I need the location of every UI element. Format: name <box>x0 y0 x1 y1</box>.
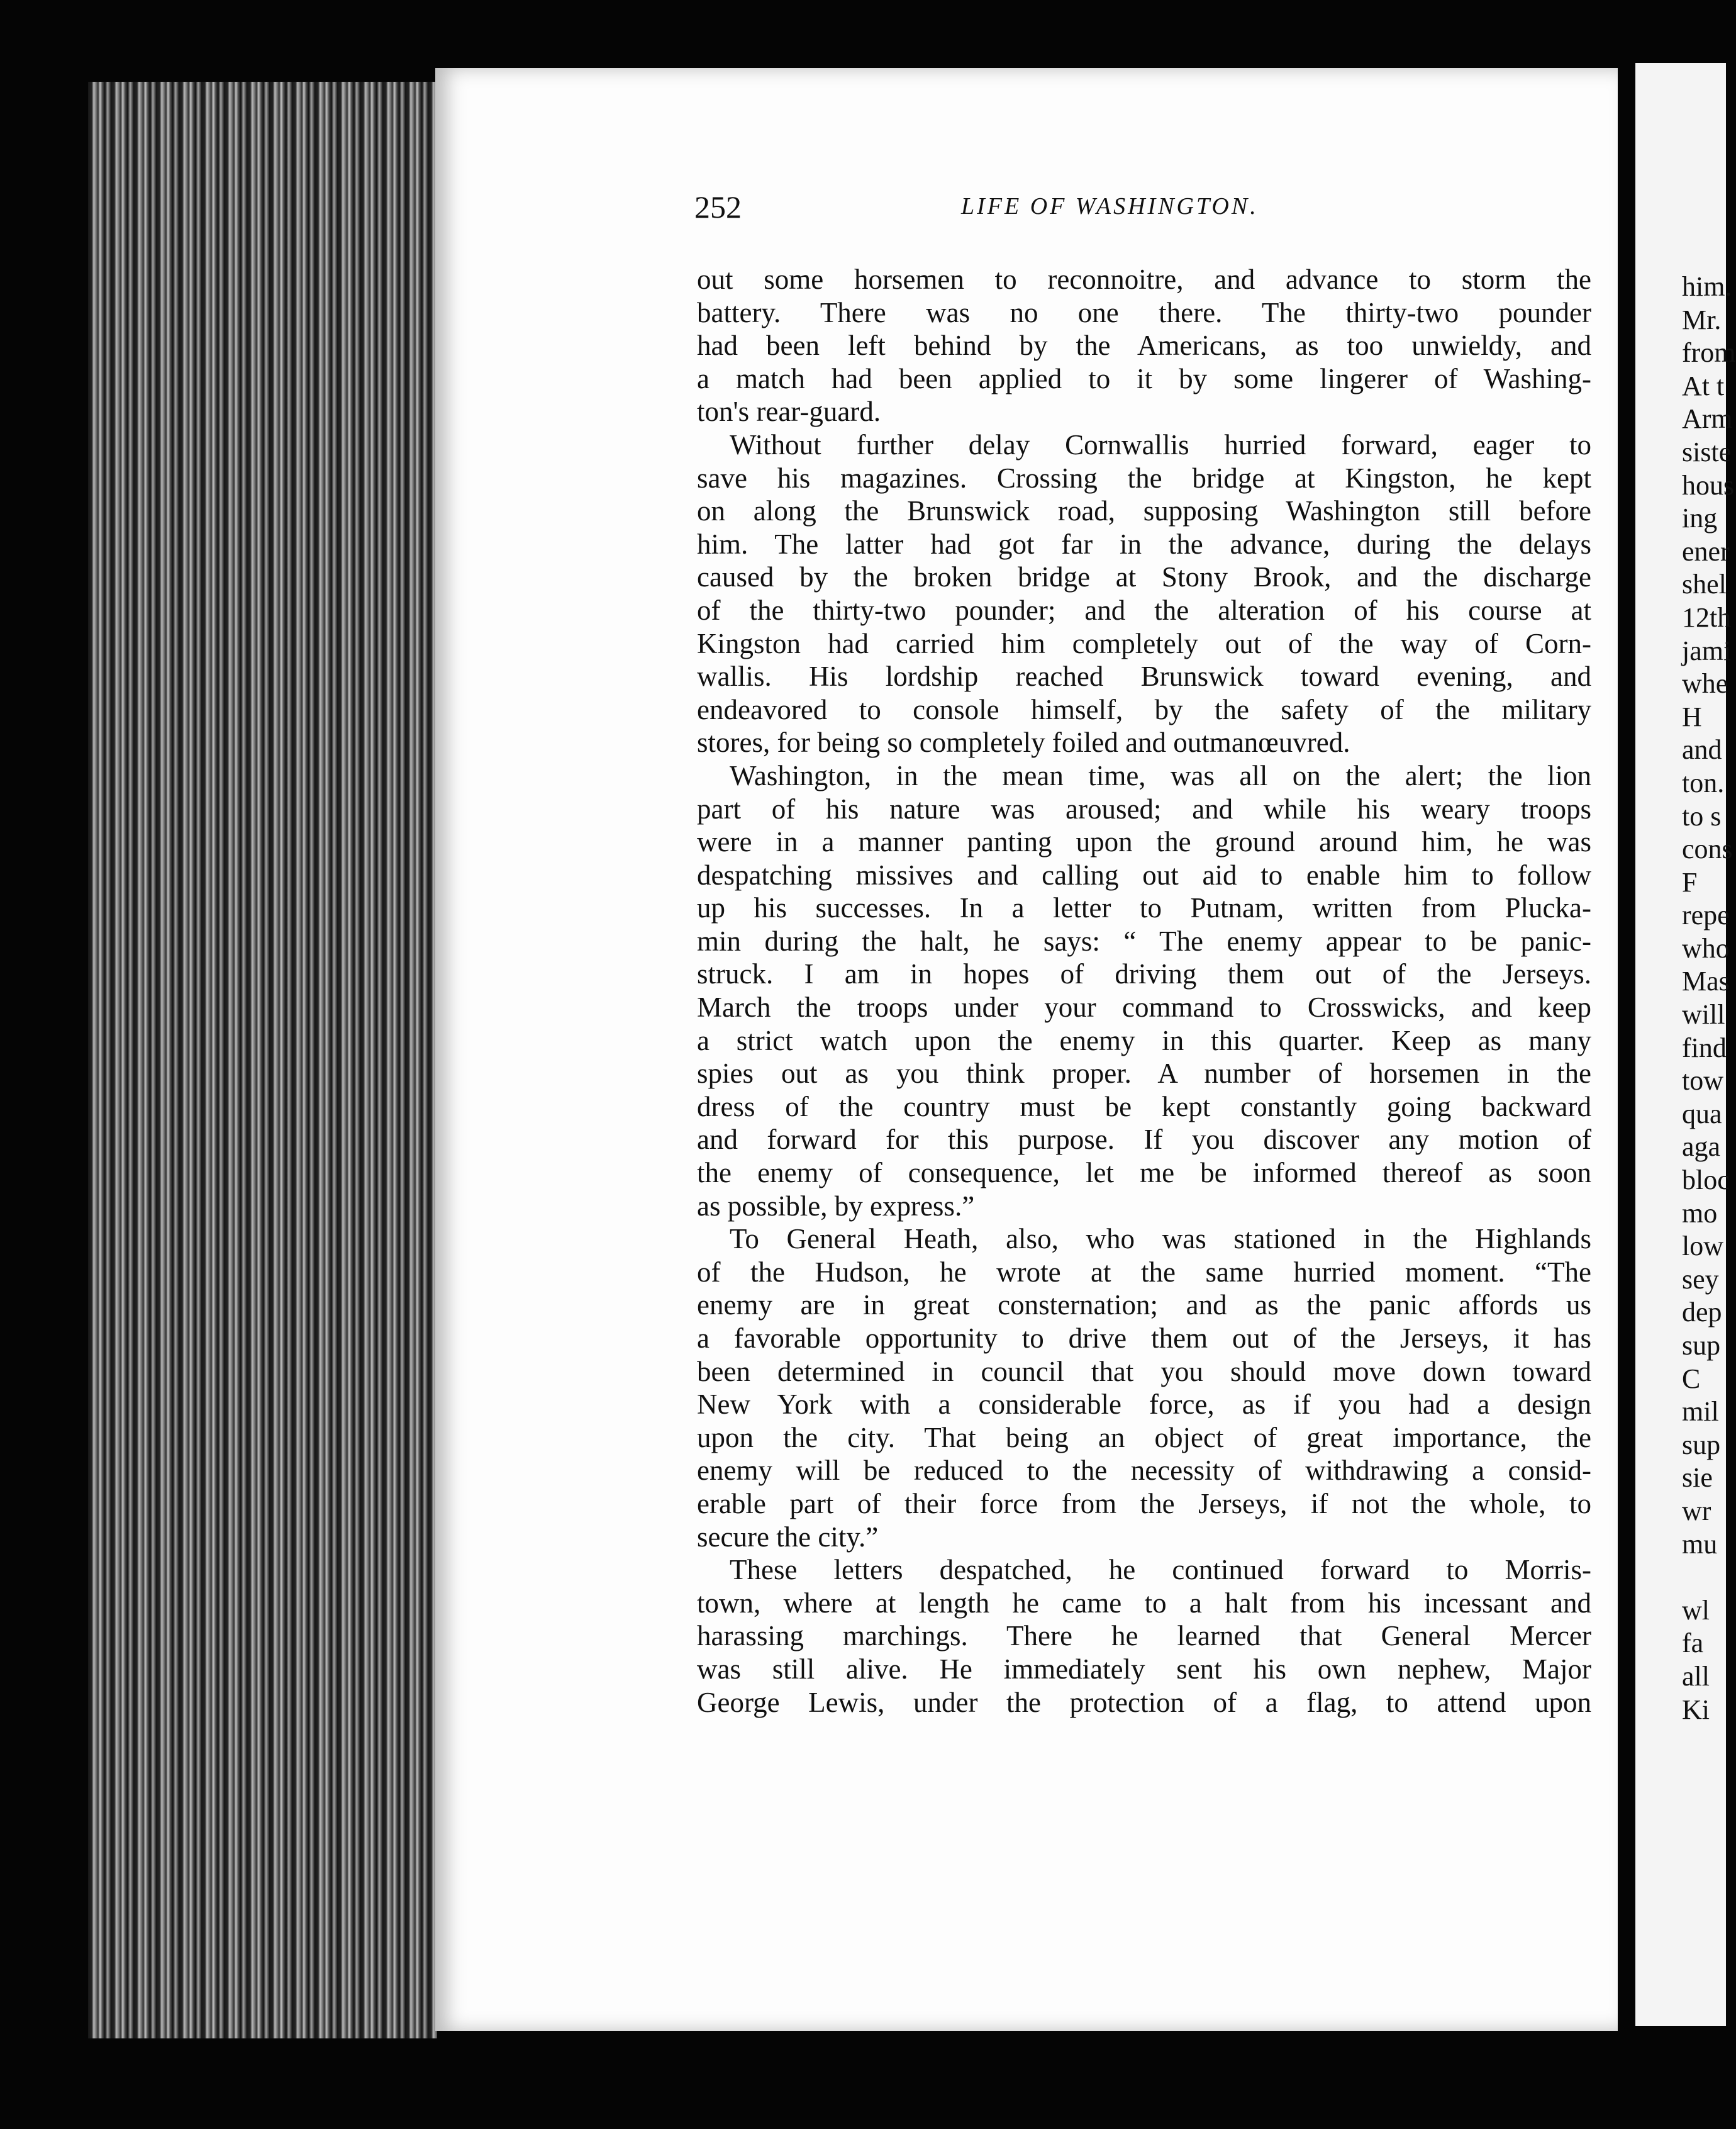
text-line: town, where at length he came to a halt from his incessant and <box>697 1587 1591 1619</box>
text-line: had been left behind by the Americans, as too unwieldy, and <box>697 330 1591 362</box>
paragraph-2 <box>697 428 1591 759</box>
text-line: were in a manner panting upon the ground around him, he was <box>697 826 1591 858</box>
text-line: him. The latter had got far in the advance, during the delays <box>697 528 1591 560</box>
text-line: of the thirty-two pounder; and the alteration of his course at <box>697 594 1591 626</box>
text-line: a strict watch upon the enemy in this quarter. Keep as many <box>697 1024 1591 1056</box>
adjacent-page <box>1635 63 1736 2026</box>
text-line: ton's rear-guard. <box>697 396 881 428</box>
text-line: was still alive. He immediately sent his own nephew, Major <box>697 1653 1591 1685</box>
text-line: dress of the country must be kept constantly going backward <box>697 1090 1591 1122</box>
book-page-edges <box>88 82 437 2038</box>
paragraph-3 <box>697 759 1591 1222</box>
text-line: spies out as you think proper. A number of horsemen in the <box>697 1058 1591 1090</box>
paragraph-5 <box>697 1553 1591 1719</box>
text-line: upon the city. That being an object of great importance, the <box>697 1421 1591 1453</box>
text-line: March the troops under your command to Crosswicks, and keep <box>697 992 1591 1024</box>
text-line: on along the Brunswick road, supposing Washington still before <box>697 495 1591 527</box>
text-line: min during the halt, he says: “ The enemy appear to be panic- <box>697 925 1591 957</box>
text-line: caused by the broken bridge at Stony Brook, and the discharge <box>697 561 1591 593</box>
text-line: despatching missives and calling out aid to enable him to follow <box>697 859 1591 891</box>
text-line: battery. There was no one there. The thirty-two pounder <box>697 296 1591 328</box>
text-line: save his magazines. Crossing the bridge at Kingston, he kept <box>697 462 1591 494</box>
text-line: struck. I am in hopes of driving them out of the Jerseys. <box>697 958 1591 990</box>
text-line: New York with a considerable force, as if you had a design <box>697 1389 1591 1421</box>
text-line: the enemy of consequence, let me be informed thereof as soon <box>697 1157 1591 1189</box>
text-line: of the Hudson, he wrote at the same hurried moment. “The <box>697 1256 1591 1288</box>
page-number: 252 <box>694 189 742 225</box>
text-line: Washington, in the mean time, was all on the alert; the lion <box>730 759 1591 791</box>
running-title: LIFE OF WASHINGTON. <box>961 193 1259 220</box>
adjacent-page-text: him. Mr. from At t Arm siste hous ing ener shel 12th jami whe H and ton. to s cons F repe who Mas will find tow qua aga bloc mo low sey dep sup C mil sup sie wr mu wl fa all Ki <box>1682 271 1736 1725</box>
text-line: enemy are in great consternation; and as the panic affords us <box>697 1289 1591 1321</box>
text-line: Without further delay Cornwallis hurried forward, eager to <box>730 428 1591 461</box>
text-line: harassing marchings. There he learned that General Mercer <box>697 1620 1591 1652</box>
text-line: wallis. His lordship reached Brunswick toward evening, and <box>697 661 1591 693</box>
text-line: endeavored to console himself, by the safety of the military <box>697 693 1591 725</box>
text-line: as possible, by express.” <box>697 1190 975 1222</box>
text-line: part of his nature was aroused; and while his weary troops <box>697 793 1591 825</box>
text-line: secure the city.” <box>697 1521 879 1553</box>
text-line: up his successes. In a letter to Putnam, written from Plucka- <box>697 892 1591 924</box>
text-line: and forward for this purpose. If you discover any motion of <box>697 1124 1591 1156</box>
text-line: a match had been applied to it by some lingerer of Washing- <box>697 362 1591 394</box>
page-body <box>697 263 1591 1719</box>
text-line: a favorable opportunity to drive them out of the Jerseys, it has <box>697 1322 1591 1354</box>
paragraph-4 <box>697 1222 1591 1553</box>
text-line: George Lewis, under the protection of a flag, to attend upon <box>697 1686 1591 1718</box>
paragraph-1 <box>697 263 1591 428</box>
text-line: stores, for being so completely foiled and outmanœuvred. <box>697 727 1350 759</box>
text-line: To General Heath, also, who was stationed in the Highlands <box>730 1223 1591 1255</box>
text-line: erable part of their force from the Jerseys, if not the whole, to <box>697 1487 1591 1519</box>
text-line: These letters despatched, he continued forward to Morris- <box>730 1554 1591 1586</box>
text-line: out some horsemen to reconnoitre, and advance to storm the <box>697 264 1591 295</box>
text-line: enemy will be reduced to the necessity of withdrawing a consid- <box>697 1455 1591 1487</box>
text-line: been determined in council that you should move down toward <box>697 1355 1591 1387</box>
text-line: Kingston had carried him completely out of the way of Corn- <box>697 627 1591 659</box>
